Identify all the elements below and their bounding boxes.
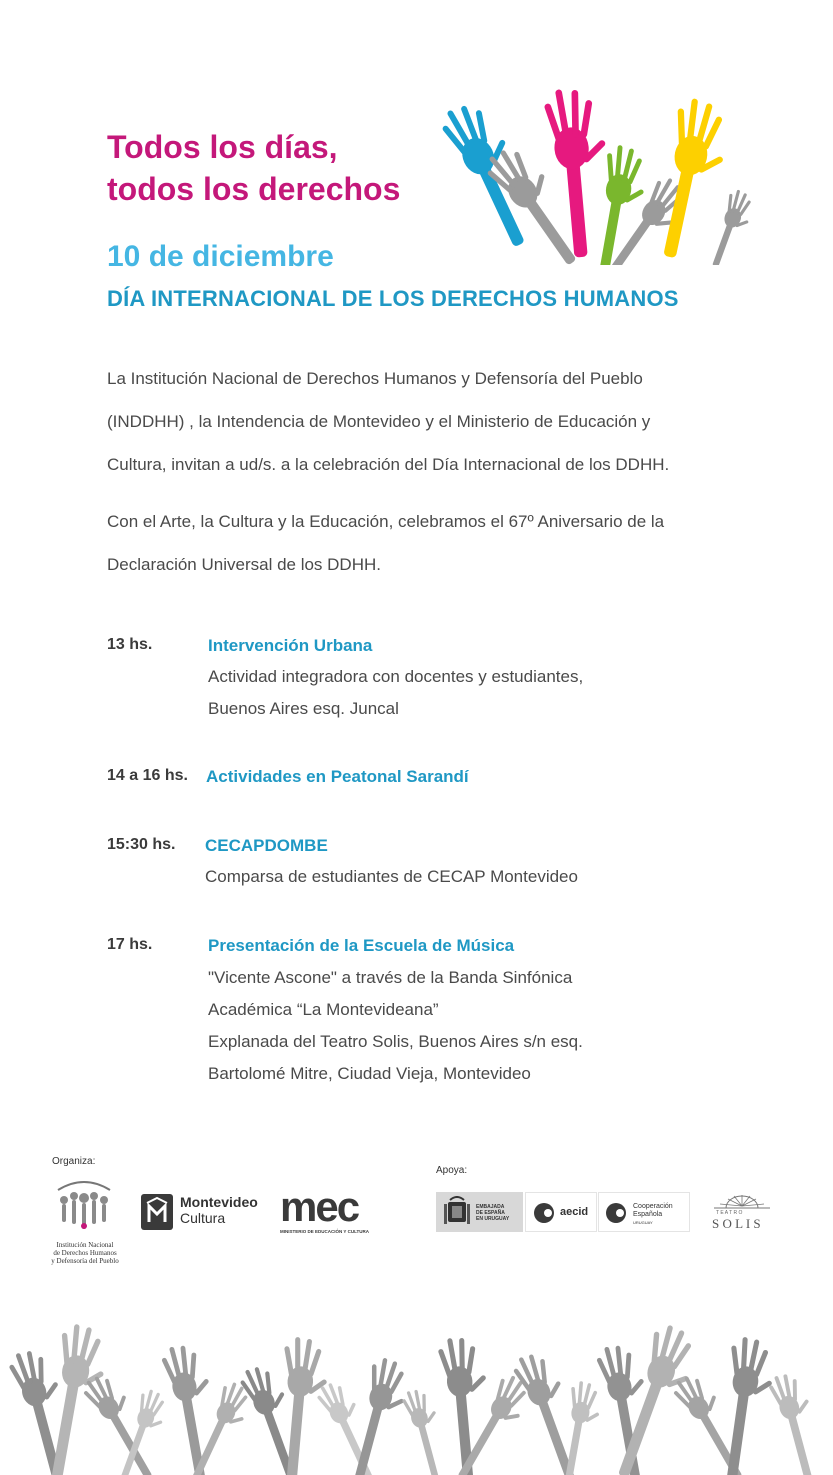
event-detail-line: Actividad integradora con docentes y estudiantes, (208, 667, 584, 686)
event-detail-line: Explanada del Teatro Solis, Buenos Aires s/n esq. (208, 1032, 583, 1051)
mec-subtitle: MINISTERIO DE EDUCACIÓN Y CULTURA (280, 1229, 370, 1234)
hand-green-icon (587, 143, 652, 265)
title-line-2: todos los derechos (107, 171, 401, 207)
event-time: 15:30 hs. (107, 836, 176, 853)
event-details (208, 661, 583, 725)
inddhh-logo-icon (52, 1178, 116, 1236)
intro-paragraph-1 (107, 357, 669, 486)
inddhh-text-line: de Derechos Humanos (53, 1249, 117, 1257)
cooperacion-text-line: URUGUAY (633, 1220, 653, 1225)
cooperacion-text-line: Española (633, 1211, 663, 1218)
intro-p2-line: Declaración Universal de los DDHH. (107, 555, 381, 574)
montevideo-text: Montevideo (180, 1194, 258, 1210)
bottom-hand-icon (400, 1386, 454, 1475)
bottom-hand-icon (159, 1341, 227, 1475)
montevideo-logo-icon (141, 1194, 173, 1230)
event-title: Presentación de la Escuela de Música (208, 936, 515, 955)
montevideo-logo-text (180, 1194, 258, 1226)
raised-hands-illustration (440, 75, 760, 265)
bottom-hand-icon (340, 1355, 414, 1475)
event-date: 10 de diciembre (107, 240, 334, 273)
event-subtitle: DÍA INTERNACIONAL DE LOS DERECHOS HUMANOS (107, 286, 679, 311)
hand-gray-icon (704, 187, 758, 265)
intro-p2-line: Con el Arte, la Cultura y la Educación, celebramos el 67º Aniversario de la (107, 512, 665, 531)
bottom-hands-border (0, 1315, 833, 1475)
event-detail-line: "Vicente Ascone" a través de la Banda Sinfónica (208, 968, 573, 987)
cooperacion-c-icon (605, 1202, 627, 1224)
intro-p1-line: Cultura, invitan a ud/s. a la celebración del Día Internacional de los DDHH. (107, 455, 670, 474)
event-details (208, 962, 583, 1090)
event-detail-line: Buenos Aires esq. Juncal (208, 699, 399, 718)
title-line-1: Todos los días, (107, 129, 338, 165)
solis-text: S O L I S (712, 1216, 761, 1231)
aecid-c-icon (533, 1202, 555, 1224)
aecid-text: aecid (560, 1206, 589, 1218)
embajada-text-line: EMBAJADA (476, 1204, 505, 1210)
organiza-label: Organiza: (52, 1156, 96, 1167)
event-detail-line: Académica “La Montevideana” (208, 1000, 439, 1019)
apoya-label: Apoya: (436, 1165, 468, 1176)
event-title: CECAPDOMBE (205, 836, 328, 855)
intro-p1-line: La Institución Nacional de Derechos Humanos y Defensoría del Pueblo (107, 369, 643, 388)
event-detail-line: Bartolomé Mitre, Ciudad Vieja, Montevideo (208, 1064, 531, 1083)
embajada-text (476, 1204, 509, 1222)
page-title (107, 126, 400, 210)
mec-logo: mec (280, 1183, 359, 1230)
event-title: Intervención Urbana (208, 636, 373, 655)
event-details (205, 861, 578, 893)
intro-p1-line: (INDDHH) , la Intendencia de Montevideo y el Ministerio de Educación y (107, 412, 651, 431)
inddhh-logo-text (40, 1241, 130, 1265)
embajada-text-line: EN URUGUAY (476, 1216, 510, 1222)
bottom-hand-icon (79, 1368, 167, 1475)
intro-paragraph-2 (107, 500, 664, 586)
teatro-solis-sun-icon (712, 1194, 772, 1210)
cooperacion-logo (598, 1192, 690, 1232)
bottom-hand-icon (766, 1369, 830, 1475)
event-time: 14 a 16 hs. (107, 767, 188, 784)
embajada-logo (436, 1192, 523, 1232)
inddhh-text-line: Institución Nacional (56, 1241, 114, 1249)
embajada-text-line: DE ESPAÑA (476, 1210, 505, 1216)
cultura-text: Cultura (180, 1210, 226, 1226)
aecid-logo (525, 1192, 597, 1232)
event-title: Actividades en Peatonal Sarandí (206, 767, 469, 786)
event-time: 17 hs. (107, 936, 153, 953)
cooperacion-text-line: Cooperación (633, 1203, 673, 1210)
bottom-hand-icon (437, 1335, 497, 1475)
inddhh-text-line: y Defensoría del Pueblo (51, 1257, 119, 1265)
cooperacion-text (633, 1203, 673, 1227)
event-detail-line: Comparsa de estudiantes de CECAP Montevideo (205, 867, 578, 886)
teatro-text: T E A T R O (716, 1210, 743, 1216)
event-time: 13 hs. (107, 636, 153, 653)
spain-coat-of-arms-icon (444, 1196, 470, 1228)
